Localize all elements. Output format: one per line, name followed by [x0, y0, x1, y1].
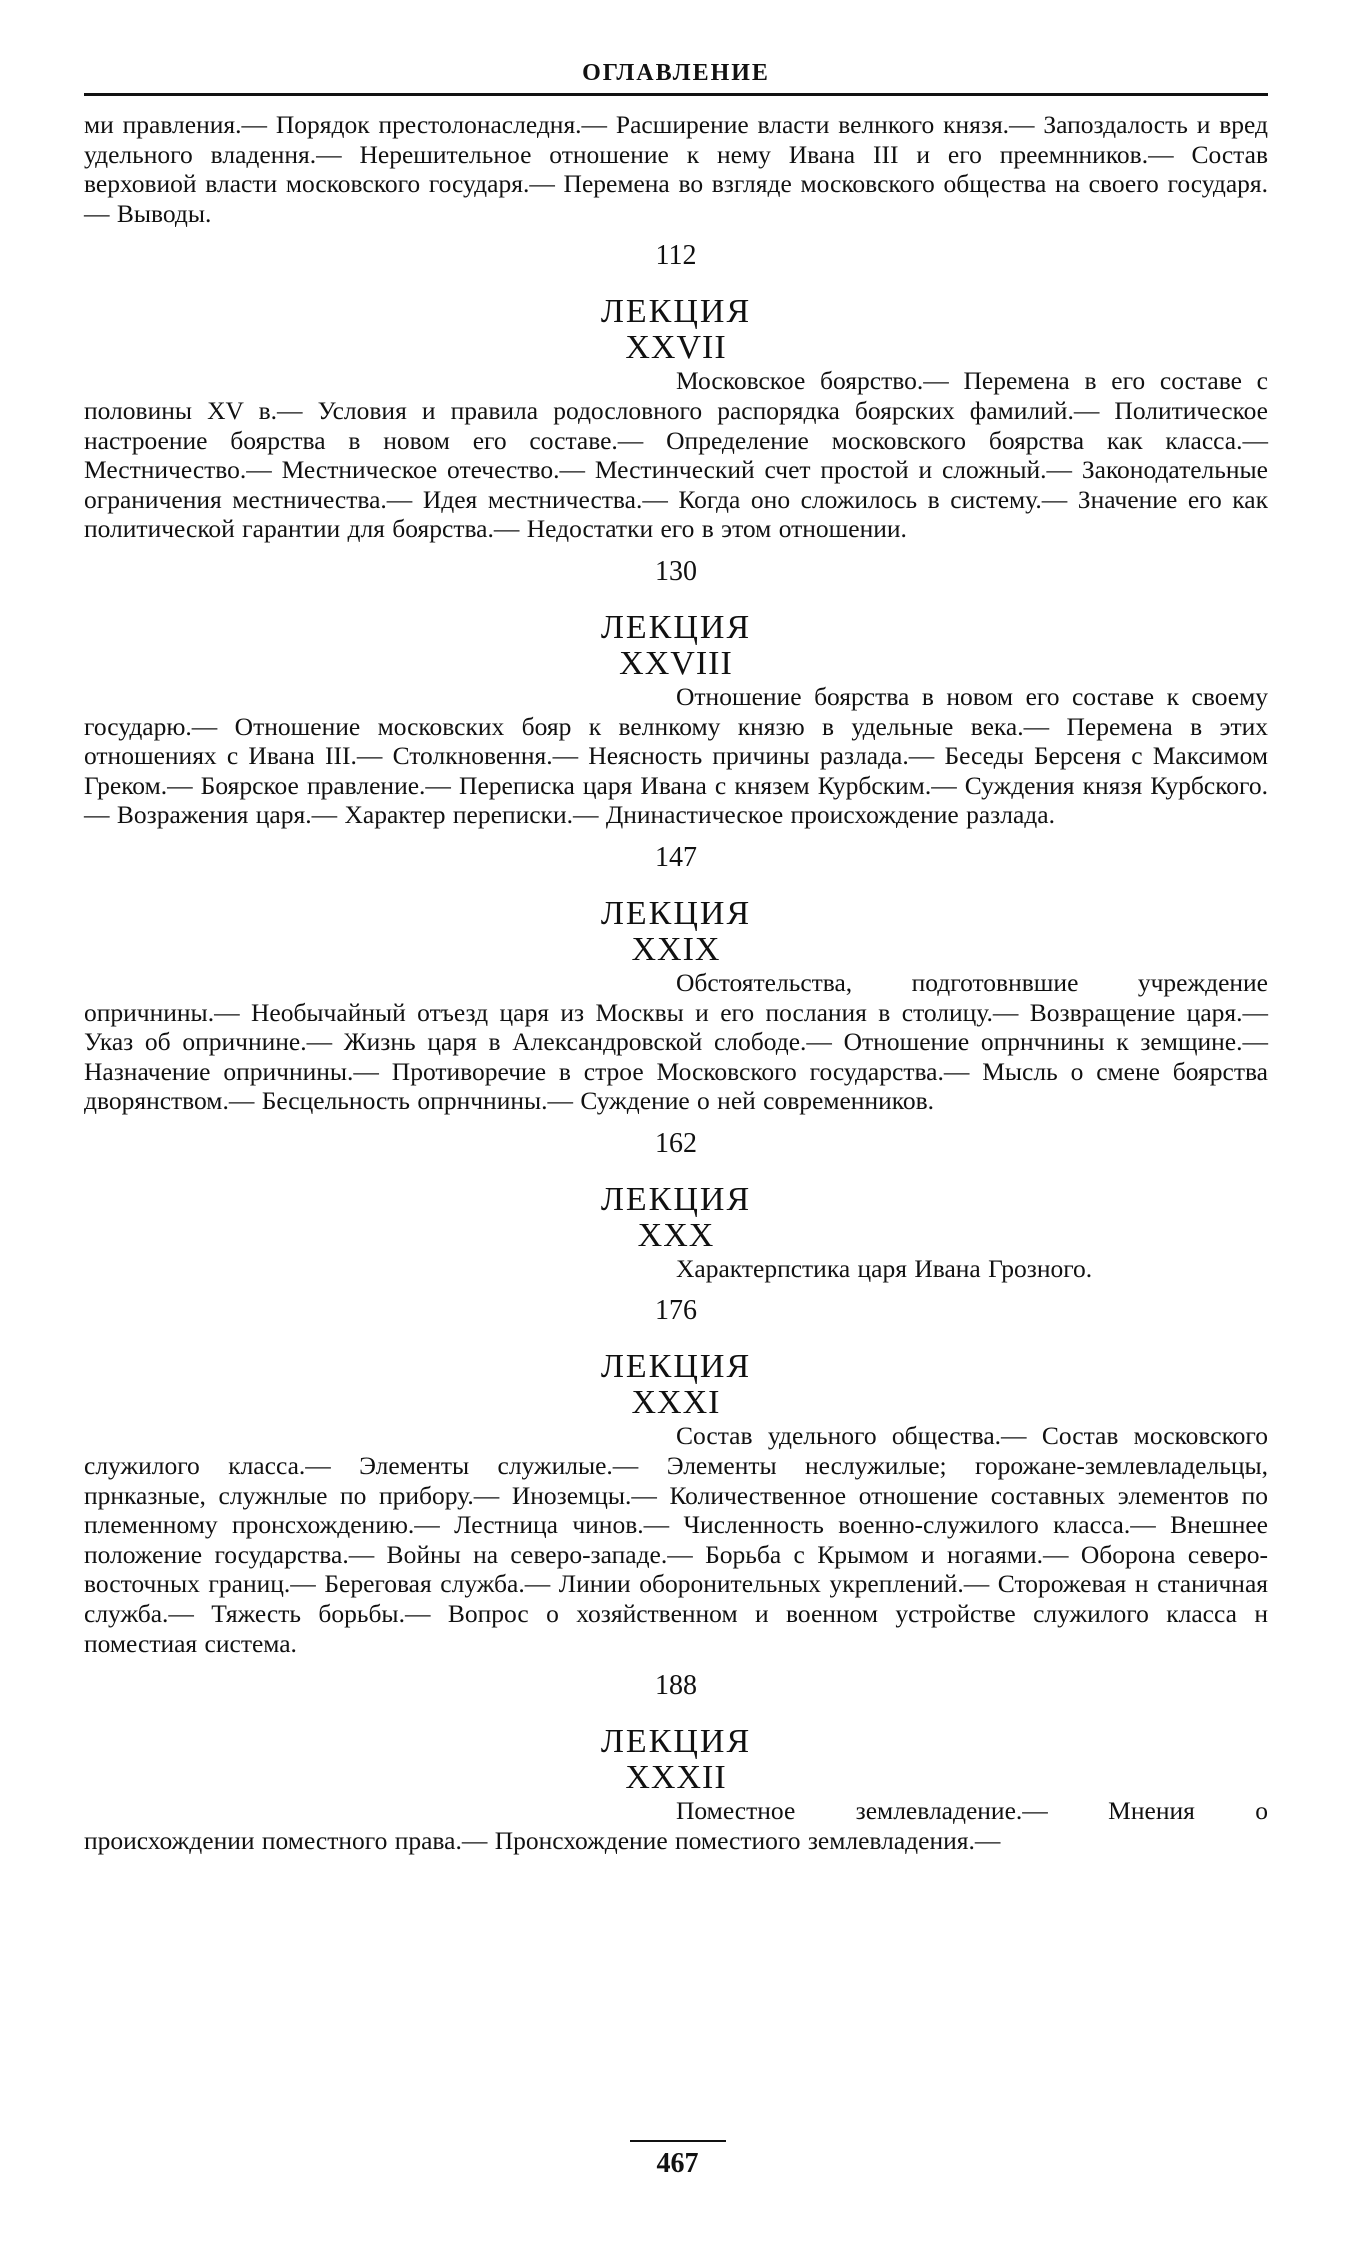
- lecture-summary: Поместное землевладение.— Мнения о происхождении поместного права.— Пронсхождение поместиого землевладения.—: [84, 1796, 1268, 1855]
- lecture-summary: Обстоятельства, подготовнвшие учреждение опричнины.— Необычайный отъезд царя из Москвы и его послания в столицу.— Возвращение царя.— Указ об опричнине.— Жизнь царя в Александровской слободе.— Отношение опрнчнины к земщине.— Назначение опричнины.— Противоречие в строе Московского государства.— Мысль о смене боярства дворянством.— Бесцельность опрнчнины.— Суждение о ней современников.: [84, 967, 1268, 1116]
- lecture-summary: Московское боярство.— Перемена в его составе с половины XV в.— Условия и правила родословного распорядка боярских фамилий.— Политическое настроение боярства в новом его составе.— Определение московского боярства как класса.— Местничество.— Местническое отечество.— Местинческий счет простой и сложный.— Законодательные ограничения местничества.— Идея местничества.— Когда оно сложилось в систему.— Значение его как политической гарантии для боярства.— Недостатки его в этом отношении.: [84, 366, 1268, 544]
- lecture-heading: [84, 610, 1268, 682]
- intro-page-number: 112: [655, 240, 697, 272]
- lecture-page-number: 162: [655, 1127, 697, 1159]
- toc-page: [84, 60, 1268, 1855]
- lecture-word: ЛЕКЦИЯ: [600, 1180, 752, 1218]
- lecture-numeral: XXVIII: [619, 644, 733, 682]
- footer-rule: [630, 2140, 726, 2142]
- lecture-heading: [84, 294, 1268, 366]
- lecture-heading: [84, 1182, 1268, 1254]
- lecture-numeral: XXX: [637, 1216, 715, 1254]
- footer-page-number: 467: [656, 2148, 699, 2179]
- lecture-word: ЛЕКЦИЯ: [600, 293, 752, 331]
- page-footer: [0, 2140, 1355, 2180]
- lecture-summary: Состав удельного общества.— Состав московского служилого класса.— Элементы служилые.— Элементы неслужилые; горожане-землевладельцы, прнказные, служнлые по прибору.— Иноземцы.— Количественное отношение составных элементов по племенному пронсхождению.— Лестница чинов.— Численность военно-служилого класса.— Внешнее положение государства.— Войны на северо-западе.— Борьба с Крымом и ногаями.— Оборона северо-восточных границ.— Береговая служба.— Линии оборонительных укреплений.— Сторожевая н станичная служба.— Тяжесть борьбы.— Вопрос о хозяйственном и военном устройстве служилого класса н поместиая система.: [84, 1421, 1268, 1658]
- lecture-xxx: [84, 1182, 1268, 1332]
- intro-paragraph: ми правления.— Порядок престолонаследня.— Расширение власти велнкого князя.— Запоздалость и вред удельного владення.— Нерешительное отношение к нему Ивана III и его преемнников.— Состав верховиой власти московского государя.— Перемена во взгляде московского общества на своего государя.— Выводы.: [84, 110, 1268, 228]
- lecture-heading: [84, 1724, 1268, 1796]
- lecture-xxxii: [84, 1724, 1268, 1855]
- lecture-xxvii: [84, 294, 1268, 592]
- lecture-page-number: 176: [655, 1295, 697, 1327]
- lecture-page-number: 188: [655, 1670, 697, 1702]
- lecture-word: ЛЕКЦИЯ: [600, 1348, 752, 1386]
- lecture-summary: Отношение боярства в новом его составе к своему государю.— Отношение московских бояр к велнкому князю в удельные века.— Перемена в этих отношениях с Ивана III.— Столкновення.— Неясность причины разлада.— Беседы Берсеня с Максимом Греком.— Боярское правление.— Переписка царя Ивана с князем Курбским.— Суждения князя Курбского.— Возражения царя.— Характер переписки.— Днинастическое происхождение разлада.: [84, 681, 1268, 830]
- running-header: ОГЛАВЛЕНИЕ: [582, 60, 770, 86]
- lecture-heading: [84, 1349, 1268, 1421]
- lecture-xxviii: [84, 610, 1268, 878]
- lecture-word: ЛЕКЦИЯ: [600, 894, 752, 932]
- lecture-numeral: XXXI: [631, 1384, 721, 1422]
- lecture-page-number: 147: [655, 841, 697, 873]
- lecture-word: ЛЕКЦИЯ: [600, 608, 752, 646]
- lecture-xxxi: [84, 1349, 1268, 1706]
- lecture-summary: Характерпстика царя Ивана Грозного.: [676, 1253, 1093, 1283]
- lecture-numeral: XXVII: [625, 329, 727, 367]
- lecture-numeral: XXIX: [631, 930, 721, 968]
- lecture-word: ЛЕКЦИЯ: [600, 1723, 752, 1761]
- lecture-heading: [84, 896, 1268, 968]
- lecture-page-number: 130: [655, 555, 697, 587]
- header-rule: [84, 93, 1268, 96]
- lecture-numeral: XXXII: [625, 1759, 727, 1797]
- lecture-xxix: [84, 896, 1268, 1164]
